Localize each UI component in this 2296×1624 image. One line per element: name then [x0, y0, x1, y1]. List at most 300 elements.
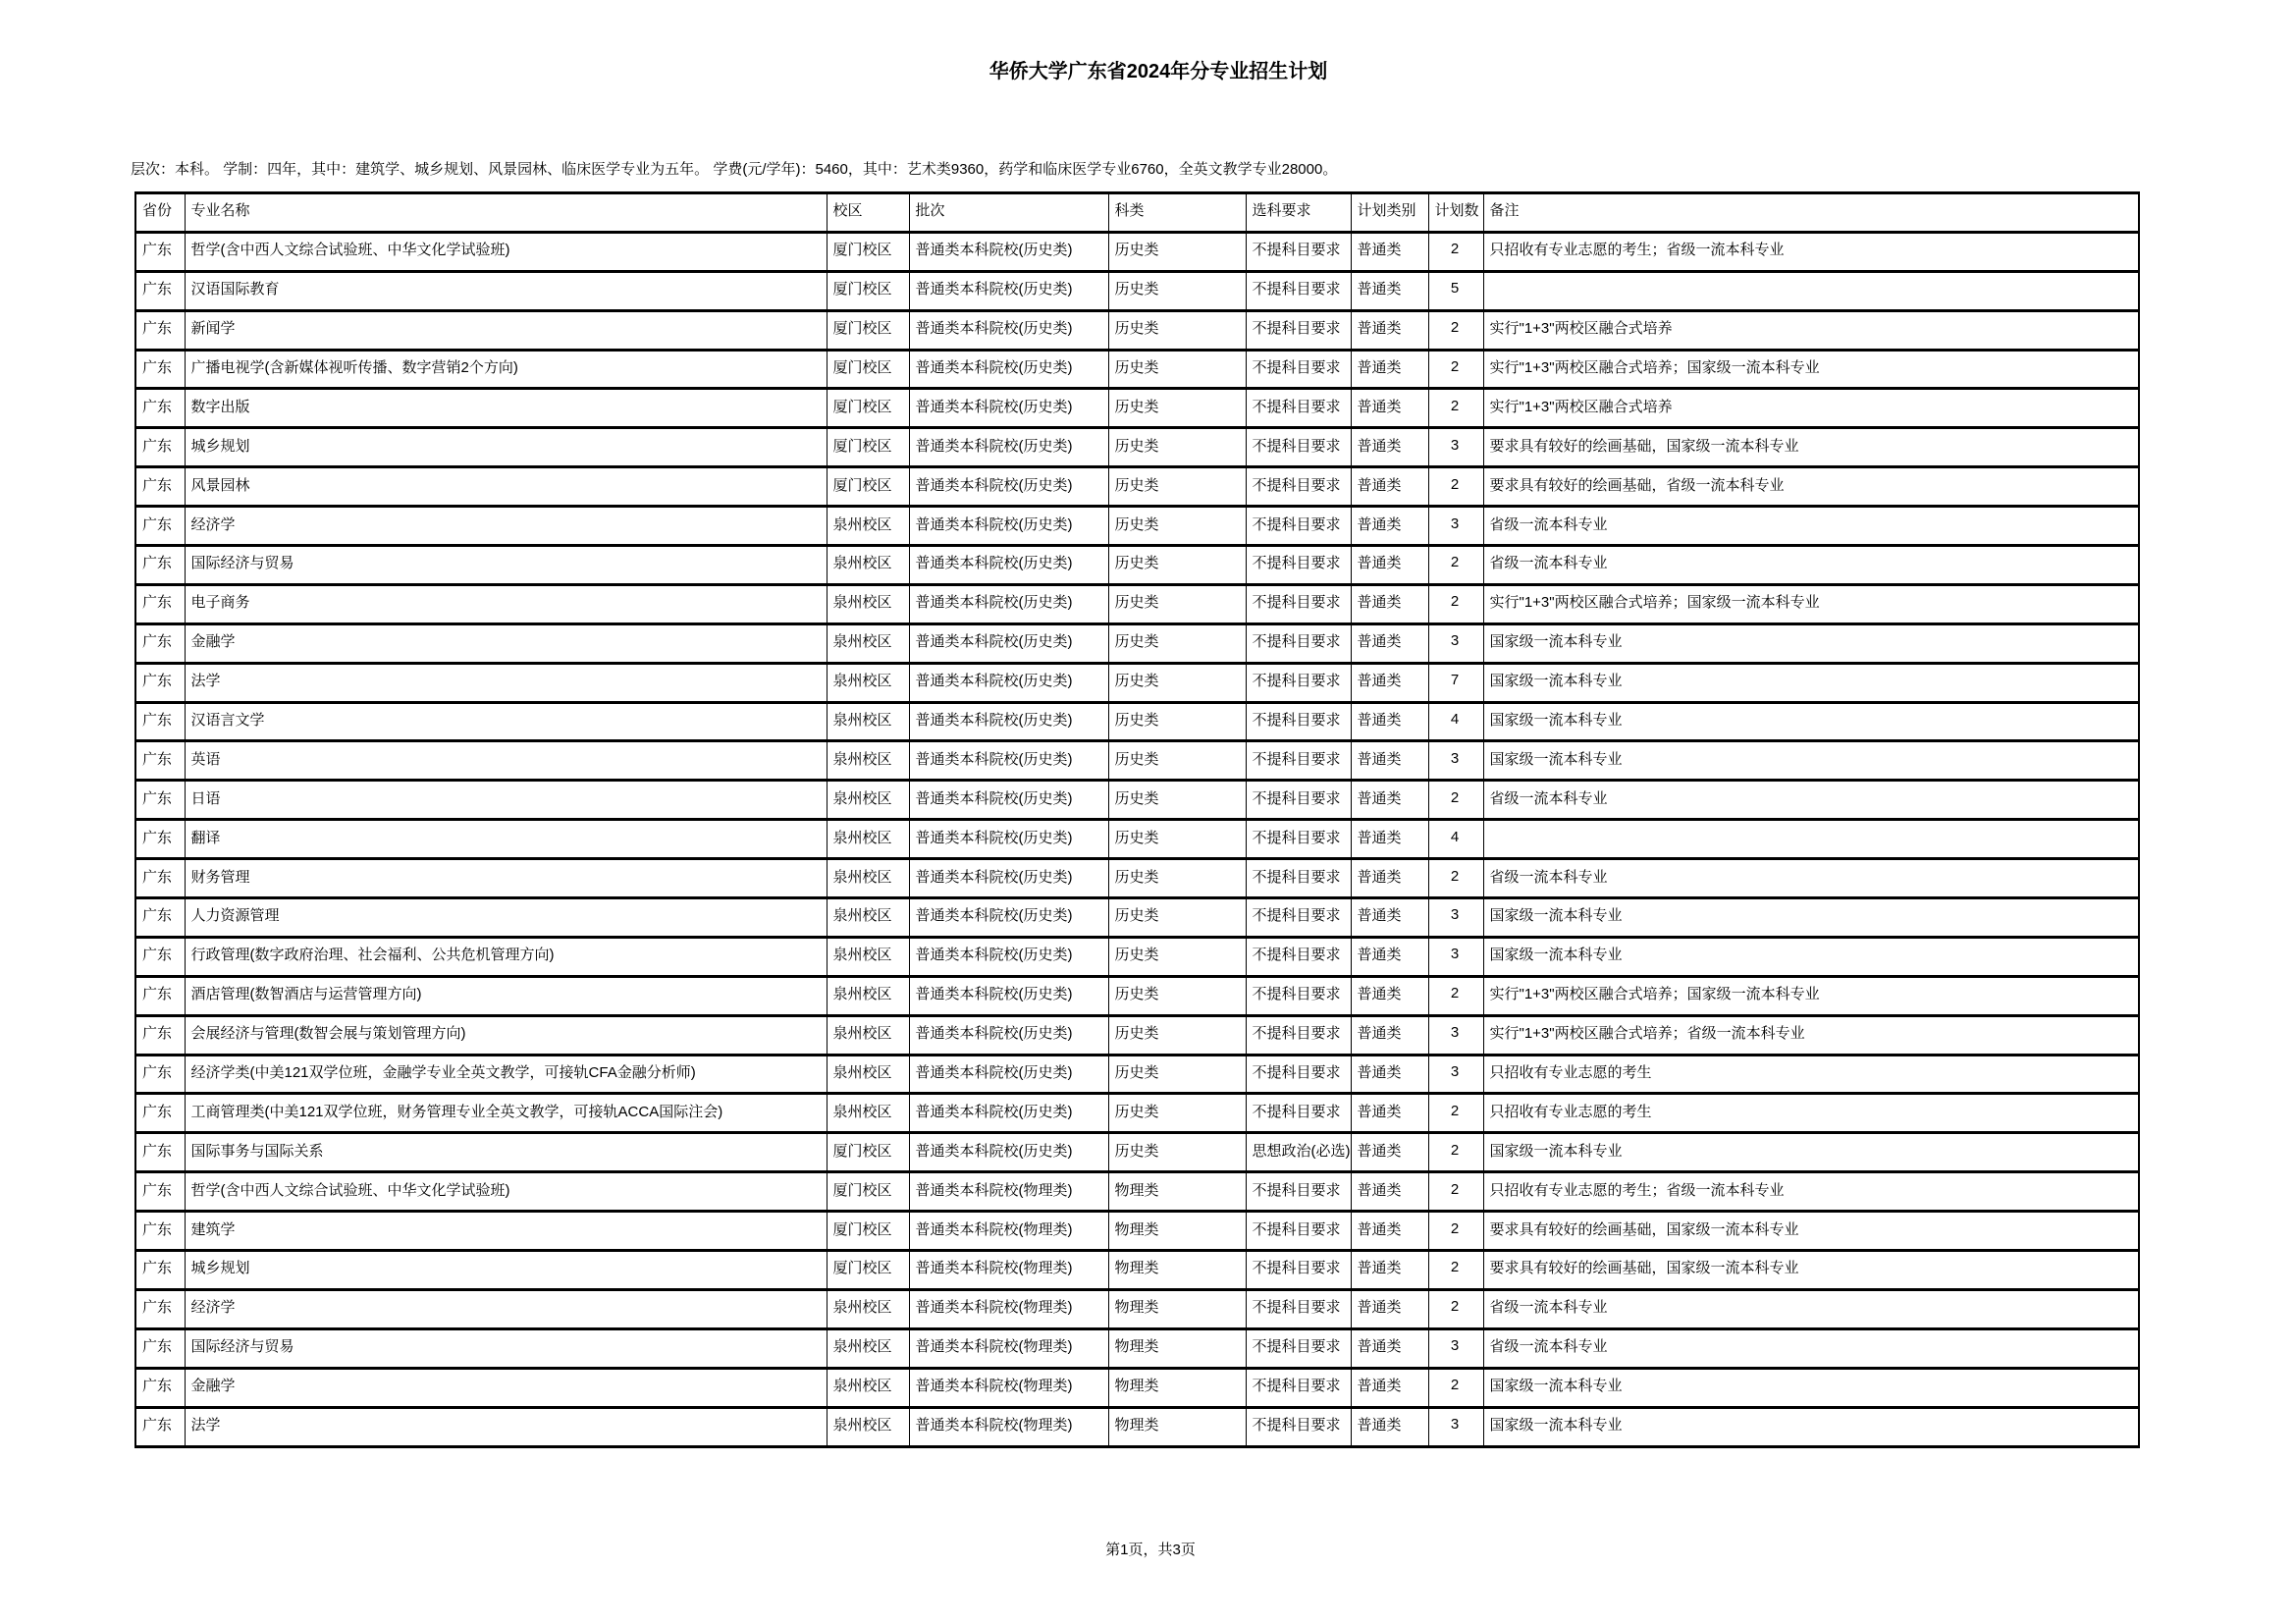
table-cell: 普通类	[1351, 1015, 1428, 1055]
table-cell: 不提科目要求	[1246, 1407, 1351, 1446]
table-cell: 历史类	[1108, 389, 1246, 428]
table-cell: 3	[1428, 898, 1483, 938]
table-cell: 广东	[135, 1015, 185, 1055]
table-cell: 泉州校区	[827, 859, 909, 898]
table-cell: 4	[1428, 702, 1483, 741]
table-cell: 7	[1428, 663, 1483, 702]
table-cell: 国际经济与贸易	[185, 1328, 827, 1368]
table-row	[135, 623, 2139, 663]
table-cell: 普通类本科院校(历史类)	[909, 781, 1108, 820]
table-cell: 泉州校区	[827, 1289, 909, 1328]
table-cell: 普通类本科院校(物理类)	[909, 1212, 1108, 1251]
table-cell: 不提科目要求	[1246, 1015, 1351, 1055]
table-cell: 2	[1428, 1251, 1483, 1290]
table-cell: 广东	[135, 781, 185, 820]
table-cell: 2	[1428, 350, 1483, 389]
table-cell: 普通类本科院校(历史类)	[909, 1015, 1108, 1055]
table-cell: 不提科目要求	[1246, 702, 1351, 741]
table-cell: 广东	[135, 467, 185, 507]
table-cell: 酒店管理(数智酒店与运营管理方向)	[185, 976, 827, 1015]
table-cell: 历史类	[1108, 232, 1246, 271]
table-cell: 普通类	[1351, 781, 1428, 820]
table-cell: 泉州校区	[827, 1015, 909, 1055]
table-cell: 历史类	[1108, 1055, 1246, 1094]
table-cell: 不提科目要求	[1246, 1368, 1351, 1407]
table-cell: 普通类本科院校(物理类)	[909, 1289, 1108, 1328]
table-cell: 历史类	[1108, 1133, 1246, 1172]
table-cell: 广东	[135, 389, 185, 428]
table-cell: 广东	[135, 584, 185, 623]
table-cell: 国家级一流本科专业	[1483, 898, 2139, 938]
table-row	[135, 584, 2139, 623]
table-row	[135, 1251, 2139, 1290]
table-cell: 省级一流本科专业	[1483, 1289, 2139, 1328]
table-cell: 人力资源管理	[185, 898, 827, 938]
table-cell: 泉州校区	[827, 1368, 909, 1407]
table-cell: 汉语国际教育	[185, 271, 827, 310]
table-cell: 实行"1+3"两校区融合式培养；省级一流本科专业	[1483, 1015, 2139, 1055]
table-cell: 泉州校区	[827, 1094, 909, 1133]
table-cell: 省级一流本科专业	[1483, 507, 2139, 546]
table-cell: 泉州校区	[827, 1055, 909, 1094]
table-cell: 泉州校区	[827, 741, 909, 781]
table-cell: 2	[1428, 467, 1483, 507]
table-cell: 不提科目要求	[1246, 428, 1351, 467]
table-cell: 实行"1+3"两校区融合式培养；国家级一流本科专业	[1483, 350, 2139, 389]
table-cell: 普通类本科院校(历史类)	[909, 1094, 1108, 1133]
table-cell: 2	[1428, 976, 1483, 1015]
table-cell: 普通类	[1351, 741, 1428, 781]
table-cell: 要求具有较好的绘画基础，国家级一流本科专业	[1483, 1212, 2139, 1251]
table-cell: 法学	[185, 1407, 827, 1446]
table-cell: 实行"1+3"两校区融合式培养	[1483, 389, 2139, 428]
table-cell: 不提科目要求	[1246, 623, 1351, 663]
table-cell: 要求具有较好的绘画基础，国家级一流本科专业	[1483, 1251, 2139, 1290]
table-cell: 普通类	[1351, 1368, 1428, 1407]
table-cell: 国家级一流本科专业	[1483, 663, 2139, 702]
table-cell	[1483, 271, 2139, 310]
table-cell: 只招收有专业志愿的考生；省级一流本科专业	[1483, 1172, 2139, 1212]
table-cell: 泉州校区	[827, 1328, 909, 1368]
table-cell: 普通类	[1351, 859, 1428, 898]
table-cell: 普通类本科院校(历史类)	[909, 898, 1108, 938]
table-cell: 2	[1428, 232, 1483, 271]
table-cell: 经济学类(中美121双学位班，金融学专业全英文教学，可接轨CFA金融分析师)	[185, 1055, 827, 1094]
table-cell: 普通类	[1351, 1094, 1428, 1133]
table-cell: 建筑学	[185, 1212, 827, 1251]
table-cell: 厦门校区	[827, 310, 909, 350]
table-cell: 金融学	[185, 1368, 827, 1407]
table-cell: 广东	[135, 232, 185, 271]
table-cell: 英语	[185, 741, 827, 781]
table-cell: 历史类	[1108, 898, 1246, 938]
table-cell: 普通类	[1351, 467, 1428, 507]
table-cell: 厦门校区	[827, 1251, 909, 1290]
table-cell: 不提科目要求	[1246, 976, 1351, 1015]
table-cell: 物理类	[1108, 1251, 1246, 1290]
table-cell: 历史类	[1108, 663, 1246, 702]
table-cell: 普通类本科院校(历史类)	[909, 584, 1108, 623]
column-header-8: 备注	[1483, 193, 2139, 233]
table-cell: 3	[1428, 1328, 1483, 1368]
table-cell: 不提科目要求	[1246, 546, 1351, 585]
table-cell: 普通类本科院校(历史类)	[909, 1055, 1108, 1094]
table-cell: 普通类本科院校(历史类)	[909, 741, 1108, 781]
table-cell: 2	[1428, 859, 1483, 898]
table-cell: 金融学	[185, 623, 827, 663]
table-cell: 3	[1428, 1407, 1483, 1446]
table-cell: 泉州校区	[827, 702, 909, 741]
table-cell: 普通类	[1351, 702, 1428, 741]
table-row	[135, 507, 2139, 546]
table-cell: 国家级一流本科专业	[1483, 1368, 2139, 1407]
table-cell: 工商管理类(中美121双学位班，财务管理专业全英文教学，可接轨ACCA国际注会)	[185, 1094, 827, 1133]
table-cell: 广东	[135, 1094, 185, 1133]
table-cell: 普通类	[1351, 898, 1428, 938]
table-cell: 不提科目要求	[1246, 1055, 1351, 1094]
table-cell: 不提科目要求	[1246, 741, 1351, 781]
table-cell: 2	[1428, 1133, 1483, 1172]
table-cell: 普通类	[1351, 546, 1428, 585]
table-cell: 普通类	[1351, 232, 1428, 271]
table-cell: 不提科目要求	[1246, 507, 1351, 546]
table-header-row	[135, 193, 2139, 233]
enrollment-plan-table	[134, 191, 2140, 1448]
table-row	[135, 428, 2139, 467]
table-cell: 泉州校区	[827, 507, 909, 546]
table-cell: 普通类本科院校(历史类)	[909, 350, 1108, 389]
table-cell: 会展经济与管理(数智会展与策划管理方向)	[185, 1015, 827, 1055]
table-cell: 2	[1428, 1094, 1483, 1133]
table-cell: 历史类	[1108, 428, 1246, 467]
table-cell: 国家级一流本科专业	[1483, 741, 2139, 781]
table-cell: 普通类	[1351, 1328, 1428, 1368]
column-header-6: 计划类别	[1351, 193, 1428, 233]
table-cell: 城乡规划	[185, 1251, 827, 1290]
table-cell: 只招收有专业志愿的考生；省级一流本科专业	[1483, 232, 2139, 271]
table-cell: 不提科目要求	[1246, 1212, 1351, 1251]
table-cell: 广东	[135, 976, 185, 1015]
table-cell: 厦门校区	[827, 1212, 909, 1251]
table-cell: 泉州校区	[827, 937, 909, 976]
table-cell: 国际事务与国际关系	[185, 1133, 827, 1172]
table-row	[135, 467, 2139, 507]
table-cell: 不提科目要求	[1246, 232, 1351, 271]
table-cell: 厦门校区	[827, 232, 909, 271]
table-row	[135, 1328, 2139, 1368]
table-cell: 经济学	[185, 507, 827, 546]
table-cell: 不提科目要求	[1246, 271, 1351, 310]
table-cell: 普通类	[1351, 1407, 1428, 1446]
table-head	[135, 193, 2139, 233]
table-cell: 广东	[135, 1368, 185, 1407]
table-row	[135, 1055, 2139, 1094]
table-cell: 普通类本科院校(历史类)	[909, 702, 1108, 741]
column-header-0: 省份	[135, 193, 185, 233]
table-cell: 广东	[135, 1251, 185, 1290]
column-header-4: 科类	[1108, 193, 1246, 233]
table-row	[135, 546, 2139, 585]
table-cell: 广东	[135, 623, 185, 663]
table-cell: 物理类	[1108, 1407, 1246, 1446]
table-cell: 思想政治(必选)	[1246, 1133, 1351, 1172]
table-cell: 普通类	[1351, 820, 1428, 859]
table-row	[135, 1289, 2139, 1328]
table-cell: 历史类	[1108, 1094, 1246, 1133]
table-cell: 普通类本科院校(历史类)	[909, 820, 1108, 859]
table-cell: 要求具有较好的绘画基础，国家级一流本科专业	[1483, 428, 2139, 467]
table-cell: 广东	[135, 428, 185, 467]
table-cell: 历史类	[1108, 623, 1246, 663]
table-cell: 只招收有专业志愿的考生	[1483, 1055, 2139, 1094]
table-row	[135, 350, 2139, 389]
table-cell: 3	[1428, 507, 1483, 546]
table-cell: 普通类本科院校(物理类)	[909, 1251, 1108, 1290]
table-cell: 广东	[135, 1172, 185, 1212]
table-row	[135, 976, 2139, 1015]
table-cell: 普通类本科院校(历史类)	[909, 271, 1108, 310]
table-cell: 普通类本科院校(物理类)	[909, 1368, 1108, 1407]
table-row	[135, 937, 2139, 976]
table-row	[135, 702, 2139, 741]
table-cell: 历史类	[1108, 546, 1246, 585]
table-cell: 广东	[135, 1407, 185, 1446]
table-cell: 历史类	[1108, 350, 1246, 389]
column-header-1: 专业名称	[185, 193, 827, 233]
table-cell: 行政管理(数字政府治理、社会福利、公共危机管理方向)	[185, 937, 827, 976]
table-cell: 广东	[135, 663, 185, 702]
table-cell: 普通类	[1351, 271, 1428, 310]
table-cell: 广东	[135, 1289, 185, 1328]
table-body	[135, 232, 2139, 1446]
table-cell: 不提科目要求	[1246, 389, 1351, 428]
table-cell: 电子商务	[185, 584, 827, 623]
table-cell: 2	[1428, 1172, 1483, 1212]
table-cell: 不提科目要求	[1246, 1172, 1351, 1212]
table-cell: 普通类本科院校(历史类)	[909, 623, 1108, 663]
column-header-3: 批次	[909, 193, 1108, 233]
table-cell: 不提科目要求	[1246, 898, 1351, 938]
table-cell: 厦门校区	[827, 389, 909, 428]
table-cell: 普通类	[1351, 1289, 1428, 1328]
table-cell: 广播电视学(含新媒体视听传播、数字营销2个方向)	[185, 350, 827, 389]
table-cell: 不提科目要求	[1246, 467, 1351, 507]
table-cell: 物理类	[1108, 1368, 1246, 1407]
table-row	[135, 1172, 2139, 1212]
table-cell: 只招收有专业志愿的考生	[1483, 1094, 2139, 1133]
table-cell	[1483, 820, 2139, 859]
page-number: 第1页，共3页	[1105, 1542, 1196, 1558]
table-cell: 广东	[135, 546, 185, 585]
table-cell: 3	[1428, 937, 1483, 976]
table-cell: 2	[1428, 1368, 1483, 1407]
table-cell: 历史类	[1108, 859, 1246, 898]
table-cell: 2	[1428, 546, 1483, 585]
table-cell: 不提科目要求	[1246, 663, 1351, 702]
table-cell: 风景园林	[185, 467, 827, 507]
table-cell: 普通类	[1351, 1251, 1428, 1290]
table-cell: 普通类本科院校(历史类)	[909, 546, 1108, 585]
table-cell: 广东	[135, 820, 185, 859]
table-cell: 历史类	[1108, 584, 1246, 623]
table-cell: 普通类	[1351, 1133, 1428, 1172]
table-cell: 普通类	[1351, 428, 1428, 467]
table-row	[135, 310, 2139, 350]
table-cell: 不提科目要求	[1246, 350, 1351, 389]
table-cell: 普通类本科院校(历史类)	[909, 310, 1108, 350]
table-cell: 厦门校区	[827, 1172, 909, 1212]
table-cell: 国家级一流本科专业	[1483, 702, 2139, 741]
table-cell: 广东	[135, 507, 185, 546]
table-cell: 普通类	[1351, 507, 1428, 546]
table-cell: 泉州校区	[827, 546, 909, 585]
table-cell: 3	[1428, 1055, 1483, 1094]
table-cell: 物理类	[1108, 1172, 1246, 1212]
table-cell: 泉州校区	[827, 976, 909, 1015]
table-cell: 法学	[185, 663, 827, 702]
table-cell: 普通类	[1351, 937, 1428, 976]
table-cell: 3	[1428, 1015, 1483, 1055]
table-cell: 泉州校区	[827, 584, 909, 623]
table-cell: 普通类本科院校(历史类)	[909, 859, 1108, 898]
table-row	[135, 1407, 2139, 1446]
table-cell: 普通类本科院校(历史类)	[909, 507, 1108, 546]
table-cell: 2	[1428, 1212, 1483, 1251]
table-cell: 广东	[135, 1212, 185, 1251]
table-cell: 历史类	[1108, 1015, 1246, 1055]
table-cell: 哲学(含中西人文综合试验班、中华文化学试验班)	[185, 1172, 827, 1212]
table-cell: 普通类本科院校(历史类)	[909, 976, 1108, 1015]
table-cell: 3	[1428, 428, 1483, 467]
table-cell: 2	[1428, 310, 1483, 350]
table-cell: 不提科目要求	[1246, 1289, 1351, 1328]
table-cell: 厦门校区	[827, 467, 909, 507]
table-cell: 不提科目要求	[1246, 1251, 1351, 1290]
table-cell: 不提科目要求	[1246, 859, 1351, 898]
table-cell: 2	[1428, 781, 1483, 820]
table-cell: 普通类本科院校(物理类)	[909, 1328, 1108, 1368]
table-cell: 哲学(含中西人文综合试验班、中华文化学试验班)	[185, 232, 827, 271]
table-cell: 广东	[135, 741, 185, 781]
table-cell: 物理类	[1108, 1328, 1246, 1368]
table-cell: 历史类	[1108, 507, 1246, 546]
note-line: 层次：本科。 学制：四年，其中：建筑学、城乡规划、风景园林、临床医学专业为五年。 学费(元/学年)：5460，其中：艺术类9360，药学和临床医学专业6760，全英文教学专业28000。	[131, 161, 1338, 178]
table-cell: 新闻学	[185, 310, 827, 350]
table-cell: 物理类	[1108, 1289, 1246, 1328]
table-cell: 2	[1428, 1289, 1483, 1328]
table-cell: 普通类	[1351, 663, 1428, 702]
table-cell: 泉州校区	[827, 663, 909, 702]
table-cell: 广东	[135, 1055, 185, 1094]
table-cell: 广东	[135, 898, 185, 938]
table-cell: 3	[1428, 741, 1483, 781]
table-row	[135, 1015, 2139, 1055]
table-row	[135, 389, 2139, 428]
table-cell: 泉州校区	[827, 898, 909, 938]
table-cell: 广东	[135, 310, 185, 350]
table-cell: 普通类	[1351, 389, 1428, 428]
table-cell: 财务管理	[185, 859, 827, 898]
table-row	[135, 663, 2139, 702]
table-row	[135, 271, 2139, 310]
table-row	[135, 1212, 2139, 1251]
table-cell: 省级一流本科专业	[1483, 546, 2139, 585]
table-cell: 历史类	[1108, 976, 1246, 1015]
table-cell: 普通类本科院校(历史类)	[909, 232, 1108, 271]
table-cell: 汉语言文学	[185, 702, 827, 741]
table-cell: 国家级一流本科专业	[1483, 937, 2139, 976]
table-cell: 普通类本科院校(历史类)	[909, 663, 1108, 702]
table-cell: 历史类	[1108, 271, 1246, 310]
table-cell: 要求具有较好的绘画基础，省级一流本科专业	[1483, 467, 2139, 507]
table-cell: 实行"1+3"两校区融合式培养	[1483, 310, 2139, 350]
table-cell: 国家级一流本科专业	[1483, 1407, 2139, 1446]
table-cell: 普通类本科院校(物理类)	[909, 1407, 1108, 1446]
table-cell: 数字出版	[185, 389, 827, 428]
table-cell: 普通类本科院校(历史类)	[909, 467, 1108, 507]
table-cell: 经济学	[185, 1289, 827, 1328]
table-cell: 厦门校区	[827, 350, 909, 389]
table-cell: 历史类	[1108, 467, 1246, 507]
table-cell: 泉州校区	[827, 820, 909, 859]
table-row	[135, 898, 2139, 938]
table-cell: 普通类	[1351, 1055, 1428, 1094]
table-cell: 3	[1428, 623, 1483, 663]
table-cell: 省级一流本科专业	[1483, 1328, 2139, 1368]
table-cell: 广东	[135, 702, 185, 741]
table-cell: 不提科目要求	[1246, 1328, 1351, 1368]
table-cell: 历史类	[1108, 820, 1246, 859]
table-cell: 普通类本科院校(历史类)	[909, 1133, 1108, 1172]
table-cell: 普通类本科院校(历史类)	[909, 389, 1108, 428]
table-cell: 省级一流本科专业	[1483, 859, 2139, 898]
table-cell: 普通类本科院校(物理类)	[909, 1172, 1108, 1212]
table-row	[135, 820, 2139, 859]
table-cell: 厦门校区	[827, 428, 909, 467]
table-cell: 普通类	[1351, 350, 1428, 389]
table-cell: 广东	[135, 1328, 185, 1368]
table-cell: 历史类	[1108, 937, 1246, 976]
table-cell: 广东	[135, 859, 185, 898]
table-cell: 不提科目要求	[1246, 310, 1351, 350]
table-cell: 普通类本科院校(历史类)	[909, 428, 1108, 467]
table-cell: 普通类	[1351, 623, 1428, 663]
table-cell: 普通类	[1351, 1172, 1428, 1212]
table-cell: 普通类	[1351, 976, 1428, 1015]
table-cell: 国家级一流本科专业	[1483, 623, 2139, 663]
table-cell: 泉州校区	[827, 781, 909, 820]
table-cell: 2	[1428, 584, 1483, 623]
table-cell: 4	[1428, 820, 1483, 859]
table-row	[135, 859, 2139, 898]
table-cell: 历史类	[1108, 310, 1246, 350]
table-cell: 国际经济与贸易	[185, 546, 827, 585]
table-cell: 不提科目要求	[1246, 1094, 1351, 1133]
table-cell: 普通类	[1351, 310, 1428, 350]
table-cell: 翻译	[185, 820, 827, 859]
page-title: 华侨大学广东省2024年分专业招生计划	[988, 61, 1328, 82]
table-cell: 历史类	[1108, 781, 1246, 820]
table-cell: 省级一流本科专业	[1483, 781, 2139, 820]
table-cell: 广东	[135, 271, 185, 310]
table-cell: 不提科目要求	[1246, 781, 1351, 820]
table-cell: 厦门校区	[827, 271, 909, 310]
table-cell: 2	[1428, 389, 1483, 428]
table-cell: 泉州校区	[827, 623, 909, 663]
table-cell: 广东	[135, 350, 185, 389]
table-cell: 国家级一流本科专业	[1483, 1133, 2139, 1172]
table-cell: 不提科目要求	[1246, 820, 1351, 859]
